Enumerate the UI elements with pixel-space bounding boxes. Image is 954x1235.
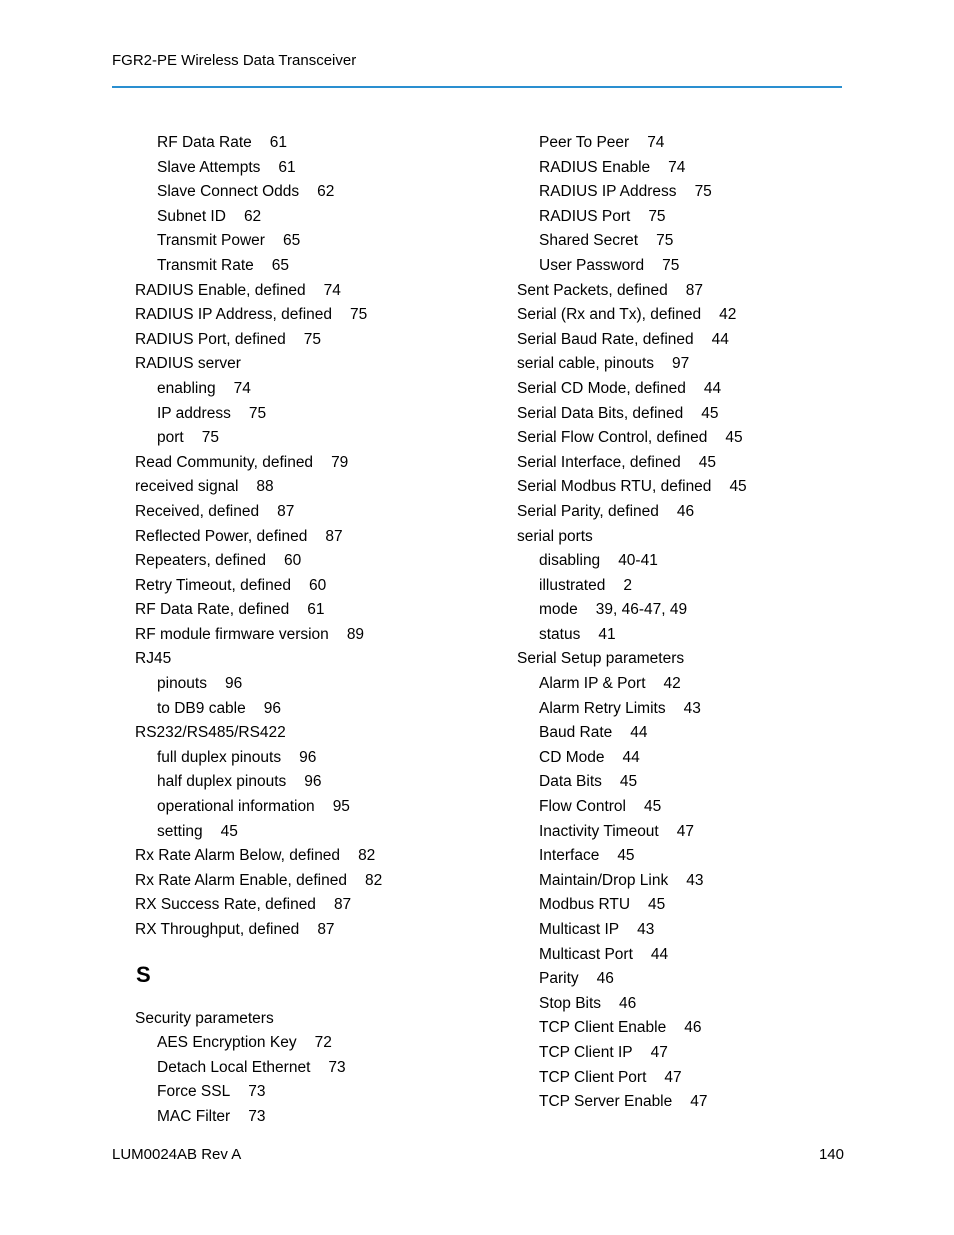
index-page-ref: 44 <box>711 330 729 348</box>
index-term: Alarm Retry Limits <box>539 699 666 717</box>
index-term: Serial Flow Control, defined <box>517 429 708 447</box>
index-page-ref: 75 <box>648 207 666 225</box>
index-entry <box>135 893 495 918</box>
index-term: TCP Client IP <box>539 1043 633 1061</box>
index-term: Serial Modbus RTU, defined <box>517 478 712 496</box>
index-term: Rx Rate Alarm Below, defined <box>135 847 341 865</box>
index-page-ref: 45 <box>701 404 719 422</box>
index-entry <box>135 180 495 205</box>
index-entry <box>517 992 877 1017</box>
index-entry <box>517 943 877 968</box>
index-page-ref: 75 <box>201 429 219 447</box>
index-entry <box>135 426 495 451</box>
index-term: Repeaters, defined <box>135 552 266 570</box>
index-page-ref: 61 <box>278 158 296 176</box>
index-term: RADIUS Enable, defined <box>135 281 306 299</box>
index-page-ref: 88 <box>256 478 274 496</box>
index-page-ref: 45 <box>220 822 238 840</box>
index-entry <box>517 525 877 550</box>
index-entry <box>517 918 877 943</box>
index-page-ref: 73 <box>248 1083 266 1101</box>
index-term: Data Bits <box>539 773 602 791</box>
index-entry <box>517 328 877 353</box>
index-term: Parity <box>539 970 579 988</box>
section-letter: S <box>136 961 151 987</box>
index-entry <box>135 1056 495 1081</box>
index-term: Security parameters <box>135 1009 274 1027</box>
index-page-ref: 87 <box>325 527 343 545</box>
index-entry <box>517 1041 877 1066</box>
index-page-ref: 96 <box>299 748 317 766</box>
index-term: RS232/RS485/RS422 <box>135 724 286 742</box>
index-term: pinouts <box>157 675 207 693</box>
index-page-ref: 65 <box>282 232 301 250</box>
index-page-ref: 74 <box>668 158 686 176</box>
index-entry <box>135 770 495 795</box>
index-entry <box>517 254 877 279</box>
footer-page-number: 140 <box>818 1146 844 1163</box>
index-entry <box>517 574 877 599</box>
index-entry <box>135 647 495 672</box>
index-entry <box>135 1007 495 1032</box>
index-term: Serial Baud Rate, defined <box>517 330 694 348</box>
index-page-ref: 45 <box>729 478 747 496</box>
index-column-left <box>135 131 495 1130</box>
index-term: AES Encryption Key <box>157 1034 297 1052</box>
index-page-ref: 62 <box>317 183 335 201</box>
page-header-title: FGR2-PE Wireless Data Transceiver <box>112 52 357 69</box>
index-entry <box>135 598 495 623</box>
index-entry <box>135 623 495 648</box>
index-entry <box>517 893 877 918</box>
index-term: Peer To Peer <box>539 134 630 151</box>
index-entry <box>517 869 877 894</box>
index-entry <box>135 746 495 771</box>
index-term: mode <box>539 601 578 619</box>
index-term: Flow Control <box>539 798 626 816</box>
index-entry <box>135 525 495 550</box>
index-entry <box>135 1080 495 1105</box>
index-page-ref: 74 <box>647 134 665 151</box>
index-page-ref: 45 <box>725 429 743 447</box>
index-term: Maintain/Drop Link <box>539 871 669 889</box>
index-term: Received, defined <box>135 502 260 520</box>
index-term: Serial Parity, defined <box>517 502 659 520</box>
index-term: Detach Local Ethernet <box>157 1058 311 1076</box>
index-page-ref: 75 <box>656 232 674 250</box>
index-term: to DB9 cable <box>157 699 246 717</box>
index-term: Rx Rate Alarm Enable, defined <box>135 871 347 889</box>
index-page-ref: 47 <box>690 1093 708 1111</box>
index-entry <box>517 549 877 574</box>
index-term: serial ports <box>517 527 593 545</box>
index-term: Modbus RTU <box>539 896 631 914</box>
index-page-ref: 44 <box>703 379 722 397</box>
index-term: Shared Secret <box>539 232 639 250</box>
index-term: Transmit Power <box>157 232 265 250</box>
index-entry <box>135 205 495 230</box>
index-entry <box>517 402 877 427</box>
index-entry <box>517 229 877 254</box>
index-entry <box>135 279 495 304</box>
index-term: half duplex pinouts <box>157 773 287 791</box>
index-entry <box>135 229 495 254</box>
index-term: User Password <box>539 256 645 274</box>
index-term: RF module firmware version <box>135 625 329 643</box>
index-page-ref: 47 <box>650 1043 668 1061</box>
index-page-ref: 46 <box>684 1019 702 1037</box>
index-entry <box>517 377 877 402</box>
index-term: setting <box>157 822 203 840</box>
index-term: TCP Client Port <box>539 1068 647 1086</box>
index-entry <box>517 156 877 181</box>
index-term: Serial Data Bits, defined <box>517 404 684 422</box>
index-term: Serial (Rx and Tx), defined <box>517 306 702 324</box>
index-term: Slave Connect Odds <box>157 183 300 201</box>
header-rule <box>112 86 842 88</box>
index-term: disabling <box>539 552 601 570</box>
index-page-ref: 75 <box>248 404 267 422</box>
index-page-ref: 42 <box>663 675 681 693</box>
index-entry <box>135 869 495 894</box>
index-entry <box>135 1031 495 1056</box>
index-term: Force SSL <box>157 1083 231 1101</box>
index-term: serial cable, pinouts <box>517 355 654 373</box>
index-entry <box>135 254 495 279</box>
index-entry <box>517 820 877 845</box>
index-page-ref: 75 <box>303 330 322 348</box>
index-entry <box>517 180 877 205</box>
index-page-ref: 73 <box>248 1107 266 1125</box>
index-list-left-s <box>135 1007 495 1130</box>
index-entry <box>135 131 495 156</box>
index-page-ref: 87 <box>317 921 335 938</box>
index-term: Serial CD Mode, defined <box>517 379 686 397</box>
index-term: Slave Attempts <box>157 158 261 176</box>
index-entry <box>135 844 495 869</box>
index-page-ref: 46 <box>596 970 614 988</box>
index-entry <box>517 131 877 156</box>
index-term: Baud Rate <box>539 724 613 742</box>
index-page-ref: 43 <box>683 699 701 717</box>
index-entry <box>517 500 877 525</box>
index-term: Stop Bits <box>539 994 602 1012</box>
index-entry <box>517 598 877 623</box>
index-page-ref: 45 <box>648 896 666 914</box>
index-page-ref: 47 <box>676 822 694 840</box>
index-page-ref: 72 <box>314 1034 332 1052</box>
index-page-ref: 95 <box>332 798 350 816</box>
index-term: Reflected Power, defined <box>135 527 308 545</box>
index-term: full duplex pinouts <box>157 748 282 766</box>
index-term: received signal <box>135 478 239 496</box>
index-page-ref: 97 <box>672 355 690 373</box>
index-term: Subnet ID <box>157 207 226 225</box>
index-term: Alarm IP & Port <box>539 675 646 693</box>
index-page-ref: 87 <box>277 502 295 520</box>
index-entry <box>517 967 877 992</box>
index-term: illustrated <box>539 576 606 594</box>
index-term: Sent Packets, defined <box>517 281 668 299</box>
footer-doc-id: LUM0024AB Rev A <box>112 1146 242 1163</box>
index-page-ref: 44 <box>630 724 648 742</box>
index-entry <box>517 475 877 500</box>
index-term: status <box>539 625 581 643</box>
index-page-ref: 47 <box>664 1068 682 1086</box>
index-term: RF Data Rate <box>157 134 252 151</box>
index-entry <box>135 156 495 181</box>
index-term: Interface <box>539 847 600 865</box>
index-list-right <box>517 131 877 1115</box>
index-entry <box>135 697 495 722</box>
index-page-ref: 45 <box>617 847 635 865</box>
index-entry <box>517 451 877 476</box>
index-entry <box>517 770 877 795</box>
index-page-ref: 61 <box>307 601 325 619</box>
index-term: RF Data Rate, defined <box>135 601 290 619</box>
index-term: port <box>157 429 184 447</box>
index-page-ref: 75 <box>662 256 680 274</box>
index-entry <box>135 672 495 697</box>
index-entry <box>517 1066 877 1091</box>
index-term: Transmit Rate <box>157 256 254 274</box>
index-term: CD Mode <box>539 748 605 766</box>
index-entry <box>135 451 495 476</box>
index-column-right <box>517 131 877 1115</box>
index-page-ref: 87 <box>333 896 352 914</box>
index-term: TCP Client Enable <box>539 1019 667 1037</box>
index-page-ref: 96 <box>224 675 243 693</box>
index-page-ref: 45 <box>619 773 638 791</box>
index-entry <box>517 205 877 230</box>
index-entry <box>135 303 495 328</box>
index-entry <box>135 328 495 353</box>
index-page-ref: 46 <box>619 994 637 1012</box>
index-entry <box>135 402 495 427</box>
index-term: RADIUS IP Address, defined <box>135 306 333 324</box>
index-page-ref: 96 <box>263 699 281 717</box>
index-page-ref: 46 <box>676 502 695 520</box>
index-page-ref: 62 <box>243 207 262 225</box>
index-page-ref: 74 <box>233 379 251 397</box>
index-entry <box>517 746 877 771</box>
index-term: RX Success Rate, defined <box>135 896 316 914</box>
index-page-ref: 65 <box>271 256 290 274</box>
index-entry <box>135 820 495 845</box>
index-page-ref: 40-41 <box>618 552 658 570</box>
index-term: RX Throughput, defined <box>135 921 300 938</box>
index-term: TCP Server Enable <box>539 1093 673 1111</box>
index-page-ref: 41 <box>598 625 616 643</box>
index-entry <box>135 377 495 402</box>
index-entry <box>517 647 877 672</box>
index-entry <box>135 574 495 599</box>
index-entry <box>135 352 495 377</box>
index-term: enabling <box>157 379 216 397</box>
index-term: RADIUS Port <box>539 207 631 225</box>
index-entry <box>517 844 877 869</box>
index-entry <box>517 1016 877 1041</box>
index-entry <box>517 623 877 648</box>
index-term: RADIUS server <box>135 355 241 373</box>
index-page-ref: 82 <box>364 871 383 889</box>
index-entry <box>517 795 877 820</box>
index-entry <box>135 1105 495 1130</box>
index-entry <box>517 672 877 697</box>
index-page-ref: 43 <box>686 871 704 889</box>
index-page-ref: 75 <box>350 306 368 324</box>
index-term: IP address <box>157 404 231 422</box>
index-term: RADIUS IP Address <box>539 183 677 201</box>
index-term: Retry Timeout, defined <box>135 576 291 594</box>
index-term: RJ45 <box>135 650 172 668</box>
index-page-ref: 74 <box>323 281 341 299</box>
index-entry <box>517 1090 877 1115</box>
index-page-ref: 60 <box>308 576 327 594</box>
index-entry <box>517 426 877 451</box>
index-entry <box>135 795 495 820</box>
index-term: Serial Setup parameters <box>517 650 685 668</box>
index-term: RADIUS Port, defined <box>135 330 286 348</box>
index-term: Serial Interface, defined <box>517 453 681 471</box>
index-page-ref: 89 <box>346 625 365 643</box>
index-entry <box>517 303 877 328</box>
index-entry <box>517 352 877 377</box>
index-entry <box>135 918 495 943</box>
index-page-ref: 42 <box>719 306 737 324</box>
index-term: RADIUS Enable <box>539 158 651 176</box>
index-term: Multicast IP <box>539 921 620 938</box>
index-entry <box>517 721 877 746</box>
index-term: Multicast Port <box>539 945 633 963</box>
index-page-ref: 2 <box>623 576 632 594</box>
index-page-ref: 75 <box>694 183 712 201</box>
index-page-ref: 44 <box>622 748 640 766</box>
index-entry <box>517 279 877 304</box>
index-page-ref: 44 <box>650 945 669 963</box>
index-term: operational information <box>157 798 315 816</box>
index-page-ref: 73 <box>328 1058 346 1076</box>
index-page-ref: 79 <box>331 453 349 471</box>
index-page-ref: 45 <box>644 798 662 816</box>
index-entry <box>135 721 495 746</box>
index-term: Inactivity Timeout <box>539 822 659 840</box>
index-entry <box>135 549 495 574</box>
index-page-ref: 45 <box>698 453 716 471</box>
index-page-ref: 82 <box>358 847 376 865</box>
index-list-left <box>135 131 495 943</box>
index-page-ref: 60 <box>283 552 302 570</box>
index-page-ref: 39, 46-47, 49 <box>595 601 688 619</box>
index-page-ref: 43 <box>637 921 655 938</box>
index-entry <box>135 500 495 525</box>
index-page-ref: 61 <box>269 134 288 151</box>
index-entry <box>135 475 495 500</box>
index-page-ref: 87 <box>685 281 704 299</box>
index-term: Read Community, defined <box>135 453 314 471</box>
index-term: MAC Filter <box>157 1107 231 1125</box>
index-page-ref: 96 <box>304 773 322 791</box>
index-entry <box>517 697 877 722</box>
